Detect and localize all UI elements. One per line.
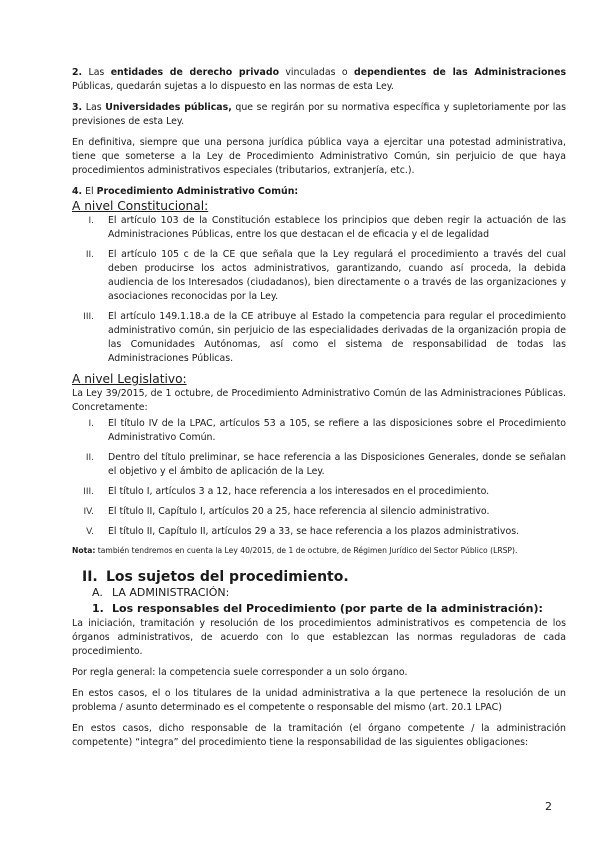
- constitucional-list: [72, 214, 566, 366]
- list-item: IV. El título II, Capítulo I, artículos 20 a 25, hace referencia al silencio administrativo.: [83, 506, 490, 517]
- legislativo-intro: La Ley 39/2015, de 1 octubre, de Procedimiento Administrativo Común de las Administraciones Públicas. Concretamente:: [72, 388, 566, 413]
- list-item: III. El artículo 149.1.18.a de la CE atribuye al Estado la competencia para regular el procedimiento administrativo común, sin perjuicio de las especialidades derivadas de la organización propia de las Comunidades Autónomas, así como el sistema de responsabilidad de todas las Administraciones Públicas.: [83, 311, 566, 364]
- item-number: 4.: [72, 186, 83, 197]
- paragraph-3: 3. Las Universidades públicas, que se regirán por su normativa específica y supletoriamente por las previsiones de esta Ley.: [72, 102, 567, 127]
- paragraph: En estos casos, el o los titulares de la unidad administrativa a la que pertenece la resolución de un problema / asunto determinado es el competente o responsable del mismo (art. 20.1 LPAC): [72, 688, 566, 713]
- section-heading-sujetos: II. Los sujetos del procedimiento.: [82, 569, 349, 585]
- paragraph-4: 4. El Procedimiento Administrativo Común:: [72, 186, 299, 197]
- item-number: 2.: [72, 67, 83, 78]
- paragraph-definitiva: En definitiva, siempre que una persona jurídica pública vaya a ejercitar una potestad administrativa, tiene que someterse a la Ley de Procedimiento Administrativo Común, sin perjuicio de que haya procedimientos administrativos especiales (tributarios, extranjería, etc.).: [72, 137, 566, 176]
- paragraph: Por regla general: la competencia suele corresponder a un solo órgano.: [72, 667, 408, 678]
- paragraph: La iniciación, tramitación y resolución de los procedimientos administrativos es competencia de los órganos administrativos, de acuerdo con lo que establezcan las normas reguladoras de cada procedimiento.: [72, 618, 566, 657]
- heading-legislativo: A nivel Legislativo:: [72, 372, 187, 386]
- subsection-heading-administracion: A. LA ADMINISTRACIÓN:: [92, 586, 230, 599]
- list-item: III. El título I, artículos 3 a 12, hace referencia a los interesados en el procedimiento.: [83, 486, 490, 497]
- list-item: I. El título IV de la LPAC, artículos 53 a 105, se refiere a las disposiciones sobre el Procedimiento Administrativo Común.: [88, 418, 566, 443]
- list-item: II. Dentro del título preliminar, se hace referencia a las Disposiciones Generales, donde se señalan el objetivo y el ámbito de aplicación de la Ley.: [85, 452, 566, 477]
- legislativo-list: [72, 417, 566, 539]
- document-page: [72, 66, 566, 757]
- paragraph-2: 2. Las entidades de derecho privado vinculadas o dependientes de las Administraciones Públicas, quedarán sujetas a lo dispuesto en las normas de esta Ley.: [72, 67, 567, 92]
- page-number: 2: [545, 800, 552, 813]
- list-item: V. El título II, Capítulo II, artículos 29 a 33, se hace referencia a los plazos administrativos.: [86, 526, 520, 537]
- heading-constitucional: A nivel Constitucional:: [72, 199, 209, 213]
- item-number: 3.: [72, 102, 83, 113]
- subsection-heading-responsables: 1. Los responsables del Procedimiento (por parte de la administración):: [92, 602, 543, 615]
- list-item: II. El artículo 105 c de la CE que señala que la Ley regulará el procedimiento a través del cual deben producirse los actos administrativos, garantizando, cuando así proceda, la debida audiencia de los Interesados (ciudadanos), bien directamente o a través de las organizaciones y asociaciones reconocidas por la Ley.: [85, 249, 566, 302]
- footnote: Nota: también tendremos en cuenta la Ley 40/2015, de 1 de octubre, de Régimen Jurídico del Sector Público (LRSP).: [72, 546, 518, 555]
- list-item: I. El artículo 103 de la Constitución establece los principios que deben regir la actuación de las Administraciones Públicas, entre los que destacan el de eficacia y el de legalidad: [88, 215, 566, 240]
- paragraph: En estos casos, dicho responsable de la tramitación (el órgano competente / la administración competente) “integra” del procedimiento tiene la responsabilidad de las siguientes obligaciones:: [72, 723, 566, 748]
